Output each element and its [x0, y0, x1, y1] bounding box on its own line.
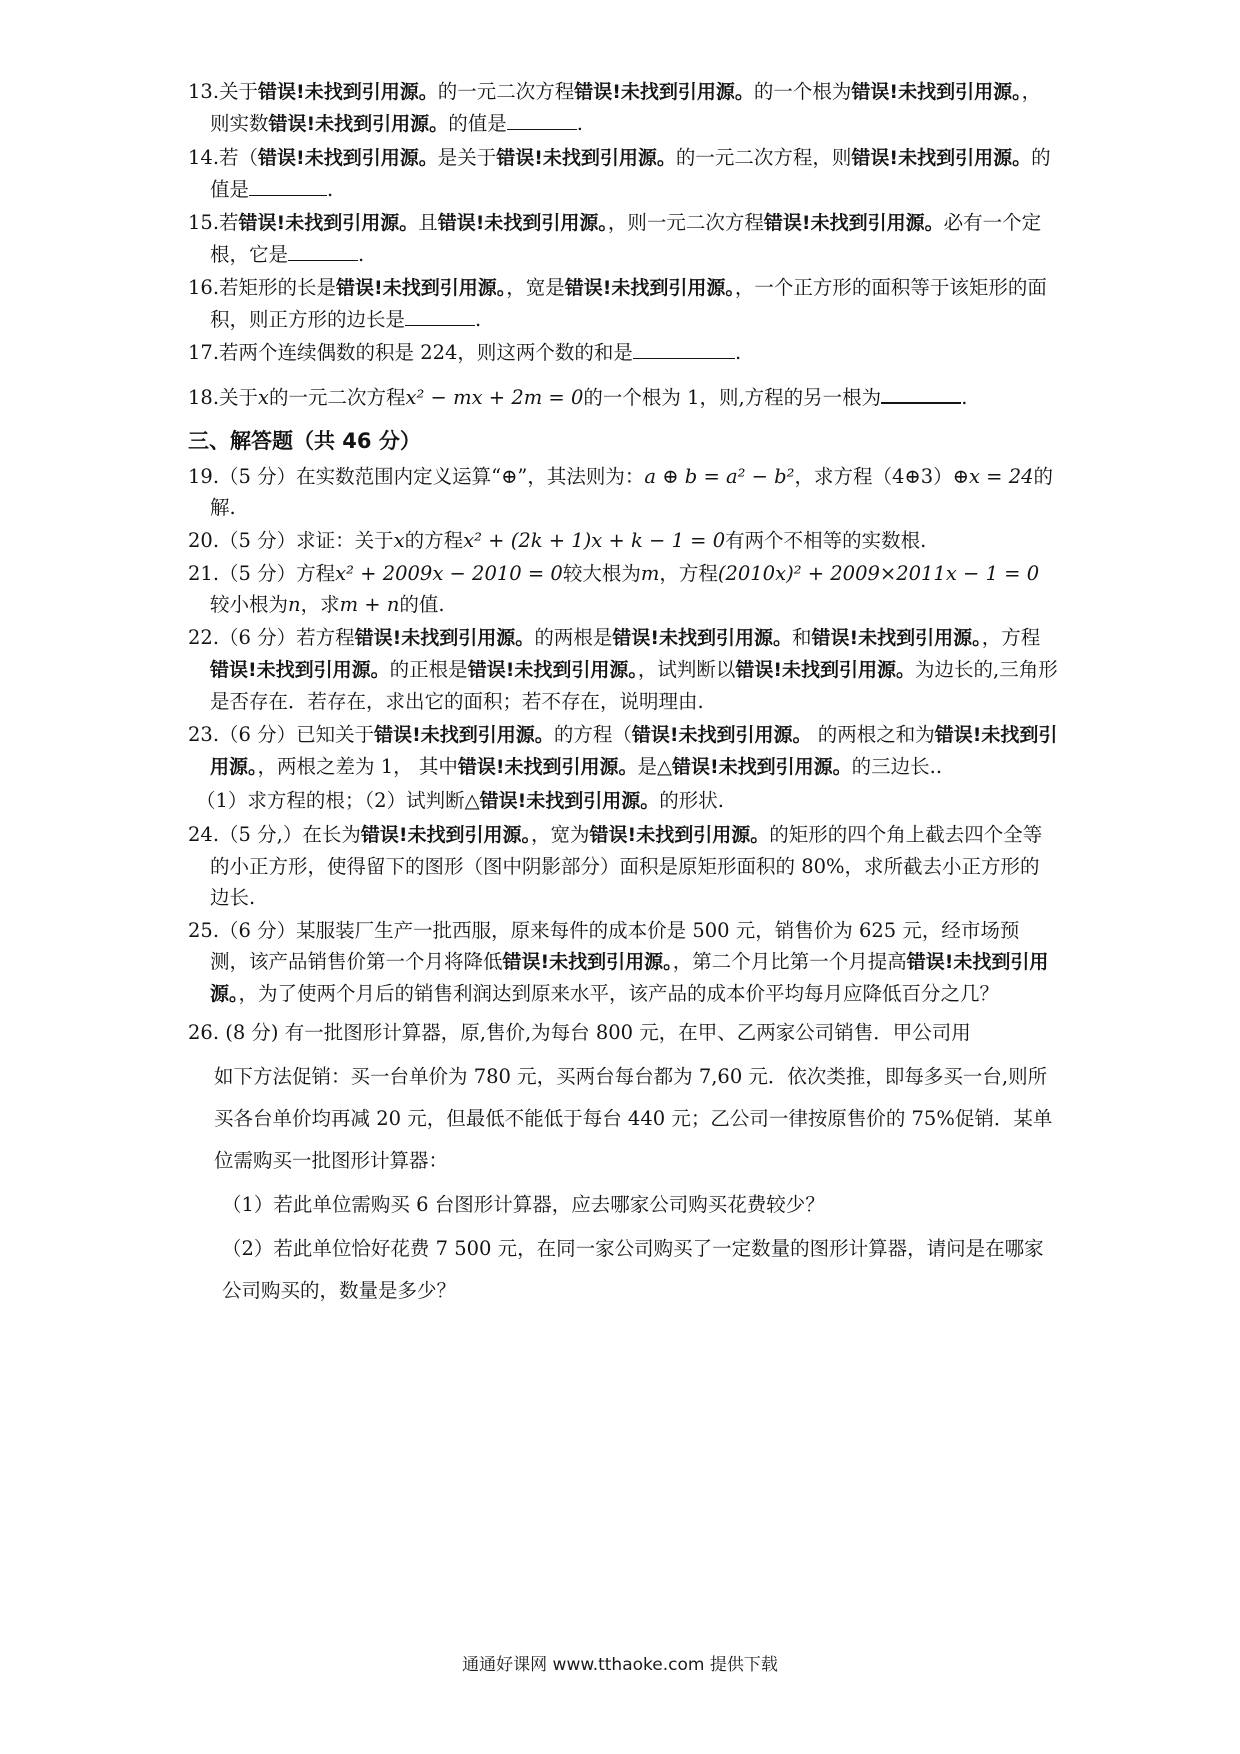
question-17: 17.若两个连续偶数的积是 224，则这两个数的和是 . [188, 341, 742, 364]
math-equation: x = 24 [968, 465, 1034, 488]
citation-error: 错误!未找到引用源。 [763, 212, 944, 234]
question-20: 20.（5 分）求证：关于x的方程x² + (2k + 1)x + k − 1 = 0有两个不相等的实数根. [188, 529, 927, 552]
citation-error: 错误!未找到引用源。 [851, 81, 1022, 103]
citation-error: 错误!未找到引用源。 [735, 659, 916, 681]
question-number: 17. [188, 341, 220, 364]
question-points: （5 分） [219, 562, 297, 585]
question-18: 18.关于x的一元二次方程x² − mx + 2m = 0的一个根为 1，则,方程的另一根为 . [188, 386, 968, 409]
answer-blank [405, 307, 475, 326]
answer-blank [249, 177, 327, 196]
citation-error: 错误!未找到引用源。 [479, 790, 660, 812]
answer-blank [881, 384, 961, 404]
math-equation: (2010x)² + 2009×2011x − 1 = 0 [717, 562, 1040, 585]
citation-error: 错误!未找到引用源。 [210, 659, 390, 681]
citation-error: 错误!未找到引用源。 [374, 724, 554, 746]
question-points: （6 分） [219, 919, 297, 942]
question-22: 22.（6 分）若方程错误!未找到引用源。的两根是错误!未找到引用源。和错误!未找到引用源。，方程错误!未找到引用源。的正根是错误!未找到引用源。，试判断以错误!未找到引用源。为边长的,三角形是否存在．若存在，求出它的面积；若不存在，说明理由. [188, 626, 1058, 713]
math-equation: x² + 2009x − 2010 = 0 [335, 562, 563, 585]
citation-error: 错误!未找到引用源。 [672, 756, 852, 778]
question-26-part-1: （1）若此单位需购买 6 台图形计算器，应去哪家公司购买花费较少？ [222, 1193, 825, 1216]
question-26-body: 如下方法促销：买一台单价为 780 元，买两台每台都为 7,60 元．依次类推，即每多买一台,则所买各台单价均再减 20 元，但最低不能低于每台 440 元；乙公司一律按原售价的 75%促销．某单位需购买一批图形计算器： [214, 1065, 1053, 1172]
citation-error: 错误!未找到引用源。 [258, 147, 438, 169]
question-number: 20. [188, 529, 220, 552]
answer-blank [633, 340, 735, 359]
math-equation: m + n [339, 593, 400, 616]
question-number: 18. [188, 386, 220, 409]
section-title: 三、解答题（共 46 分） [188, 429, 421, 453]
citation-error: 错误!未找到引用源。 [360, 824, 532, 846]
citation-error: 错误!未找到引用源。 [574, 81, 754, 103]
citation-error: 错误!未找到引用源。 [589, 824, 770, 846]
question-list [188, 76, 1058, 1314]
citation-error: 错误!未找到引用源。 [258, 81, 438, 103]
citation-error: 错误!未找到引用源。 [631, 724, 812, 746]
math-variable: x [393, 529, 405, 552]
question-21: 21.（5 分）方程x² + 2009x − 2010 = 0较大根为m，方程(2010x)² + 2009×2011x − 1 = 0较小根为n，求m + n的值. [188, 562, 1040, 616]
citation-error: 错误!未找到引用源。 [496, 147, 676, 169]
question-19: 19.（5 分）在实数范围内定义运算“⊕”，其法则为：a ⊕ b = a² − b²，求方程（4⊕3）⊕x = 24的解. [188, 465, 1054, 519]
question-points: （5 分） [219, 465, 297, 488]
citation-error: 错误!未找到引用源。 [437, 212, 608, 234]
citation-error: 错误!未找到引用源。 [851, 147, 1032, 169]
question-points: （5 分,） [219, 823, 303, 846]
answer-blank [507, 111, 577, 130]
question-points: （5 分） [219, 529, 297, 552]
question-23-parts: （1）求方程的根；（2）试判断△错误!未找到引用源。的形状. [196, 789, 724, 812]
citation-error: 错误!未找到引用源。 [238, 212, 419, 234]
citation-error: 错误!未找到引用源。 [502, 951, 673, 973]
question-15: 15.若错误!未找到引用源。且错误!未找到引用源。，则一元二次方程错误!未找到引用源。必有一个定根，它是 . [188, 211, 1042, 266]
question-26-part-2: （2）若此单位恰好花费 7 500 元，在同一家公司购买了一定数量的图形计算器，请问是在哪家公司购买的，数量是多少？ [222, 1237, 1044, 1302]
citation-error: 错误!未找到引用源。 [354, 627, 535, 649]
question-23: 23.（6 分）已知关于错误!未找到引用源。的方程（错误!未找到引用源。 的两根之和为错误!未找到引用源。，两根之差为 1， 其中错误!未找到引用源。是△错误!未找到引用源。的三边长.. [188, 723, 1058, 778]
question-24: 24.（5 分,）在长为错误!未找到引用源。，宽为错误!未找到引用源。的矩形的四个角上截去四个全等的小正方形，使得留下的图形（图中阴影部分）面积是原矩形面积的 80%，求所截去小正方形的边长. [188, 823, 1043, 909]
citation-error: 错误!未找到引用源。 [268, 113, 449, 135]
question-number: 26. [188, 1021, 220, 1044]
math-variable: n [288, 593, 301, 616]
question-14: 14.若（错误!未找到引用源。是关于错误!未找到引用源。的一元二次方程，则错误!未找到引用源。的值是 . [188, 146, 1051, 201]
math-equation: a ⊕ b = a² − b² [644, 465, 795, 488]
page-footer: 通通好课网 www.tthaoke.com 提供下载 [462, 1655, 778, 1675]
question-number: 24. [188, 823, 220, 846]
citation-error: 错误!未找到引用源。 [210, 951, 1049, 1005]
question-25: 25.（6 分）某服装厂生产一批西服，原来每件的成本价是 500 元，销售价为 625 元，经市场预测，该产品销售价第一个月将降低错误!未找到引用源。，第二个月比第一个月提高错误!未找到引用源。，为了使两个月后的销售利润达到原来水平，该产品的成本价平均每月应降低百分之几？ [188, 919, 1049, 1005]
question-number: 19. [188, 465, 220, 488]
citation-error: 错误!未找到引用源。 [336, 277, 507, 299]
question-13: 13.关于错误!未找到引用源。的一元二次方程错误!未找到引用源。的一个根为错误!未找到引用源。，则实数错误!未找到引用源。的值是 . [188, 80, 1042, 135]
math-equation: x² − mx + 2m = 0 [405, 386, 584, 409]
question-number: 21. [188, 562, 220, 585]
question-number: 25. [188, 919, 220, 942]
math-variable: m [640, 562, 660, 585]
answer-blank [288, 242, 358, 261]
question-number: 16. [188, 276, 220, 299]
citation-error: 错误!未找到引用源。 [612, 627, 792, 649]
math-equation: x² + (2k + 1)x + k − 1 = 0 [463, 529, 726, 552]
citation-error: 错误!未找到引用源。 [210, 724, 1058, 778]
question-number: 23. [188, 723, 220, 746]
question-points: （6 分） [219, 626, 297, 649]
question-16: 16.若矩形的长是错误!未找到引用源。，宽是错误!未找到引用源。，一个正方形的面积等于该矩形的面积，则正方形的边长是 . [188, 276, 1047, 331]
question-points: （6 分） [219, 723, 297, 746]
question-points: (8 分) [225, 1021, 279, 1044]
citation-error: 错误!未找到引用源。 [564, 277, 735, 299]
citation-error: 错误!未找到引用源。 [811, 627, 982, 649]
question-number: 14. [188, 146, 220, 169]
citation-error: 错误!未找到引用源。 [467, 659, 638, 681]
question-26: 26. (8 分) 有一批图形计算器，原,售价,为每台 800 元，在甲、乙两家公司销售．甲公司用 [188, 1021, 971, 1044]
question-number: 22. [188, 626, 220, 649]
math-variable: x [258, 386, 270, 409]
question-number: 15. [188, 211, 220, 234]
question-number: 13. [188, 80, 220, 103]
citation-error: 错误!未找到引用源。 [457, 756, 638, 778]
